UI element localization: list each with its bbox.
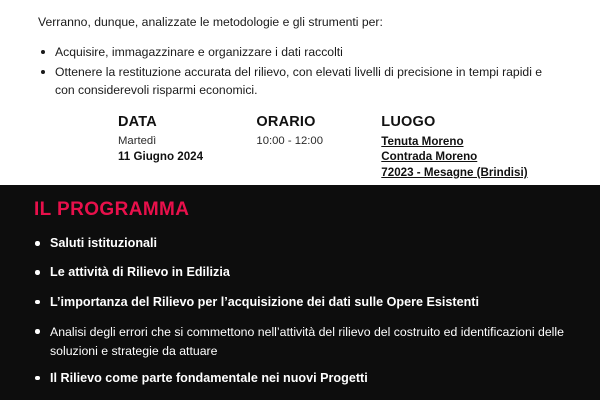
venue-city: 72023 - Mesagne (Brindisi) — [381, 165, 528, 179]
venue-name: Tenuta Moreno — [381, 134, 464, 148]
info-block-data — [118, 114, 226, 181]
list-item: Analisi degli errori che si commettono nell’attività del rilievo del costruito ed identificazioni delle soluzioni e strategie da attuare — [30, 323, 570, 360]
programme-section — [0, 185, 600, 415]
list-item: Ottenere la restituzione accurata del rilievo, con elevati livelli di precisione in tempi rapidi e con considerevoli risparmi economici. — [38, 64, 562, 99]
info-date: 11 Giugno 2024 — [118, 149, 204, 163]
info-time: 10:00 - 12:00 — [256, 134, 324, 147]
info-block-orario — [256, 114, 351, 181]
venue-street: Contrada Moreno — [381, 150, 478, 164]
list-item: Saluti istituzionali — [30, 235, 570, 251]
info-heading-data: DATA — [118, 113, 157, 130]
list-item: Le problematiche del rilievo — [30, 399, 570, 415]
list-item: Acquisire, immagazzinare e organizzare i dati raccolti — [38, 44, 562, 62]
intro-section — [0, 0, 600, 180]
list-item: L’importanza del Rilievo per l’acquisizione dei dati sulle Opere Esistenti — [30, 294, 570, 310]
info-heading-orario: ORARIO — [256, 113, 316, 130]
intro-line: Verranno, dunque, analizzate le metodologie e gli strumenti per: — [38, 15, 383, 29]
event-info-row — [38, 114, 562, 181]
intro-bullet-list — [38, 44, 562, 99]
list-item: Il Rilievo come parte fondamentale nei nuovi Progetti — [30, 370, 570, 386]
info-block-luogo — [381, 114, 562, 181]
info-heading-luogo: LUOGO — [381, 113, 436, 130]
programme-list — [30, 235, 570, 416]
list-item: Le attività di Rilievo in Edilizia — [30, 264, 570, 280]
programme-title: IL PROGRAMMA — [34, 199, 190, 220]
info-day: Martedì — [118, 134, 157, 147]
